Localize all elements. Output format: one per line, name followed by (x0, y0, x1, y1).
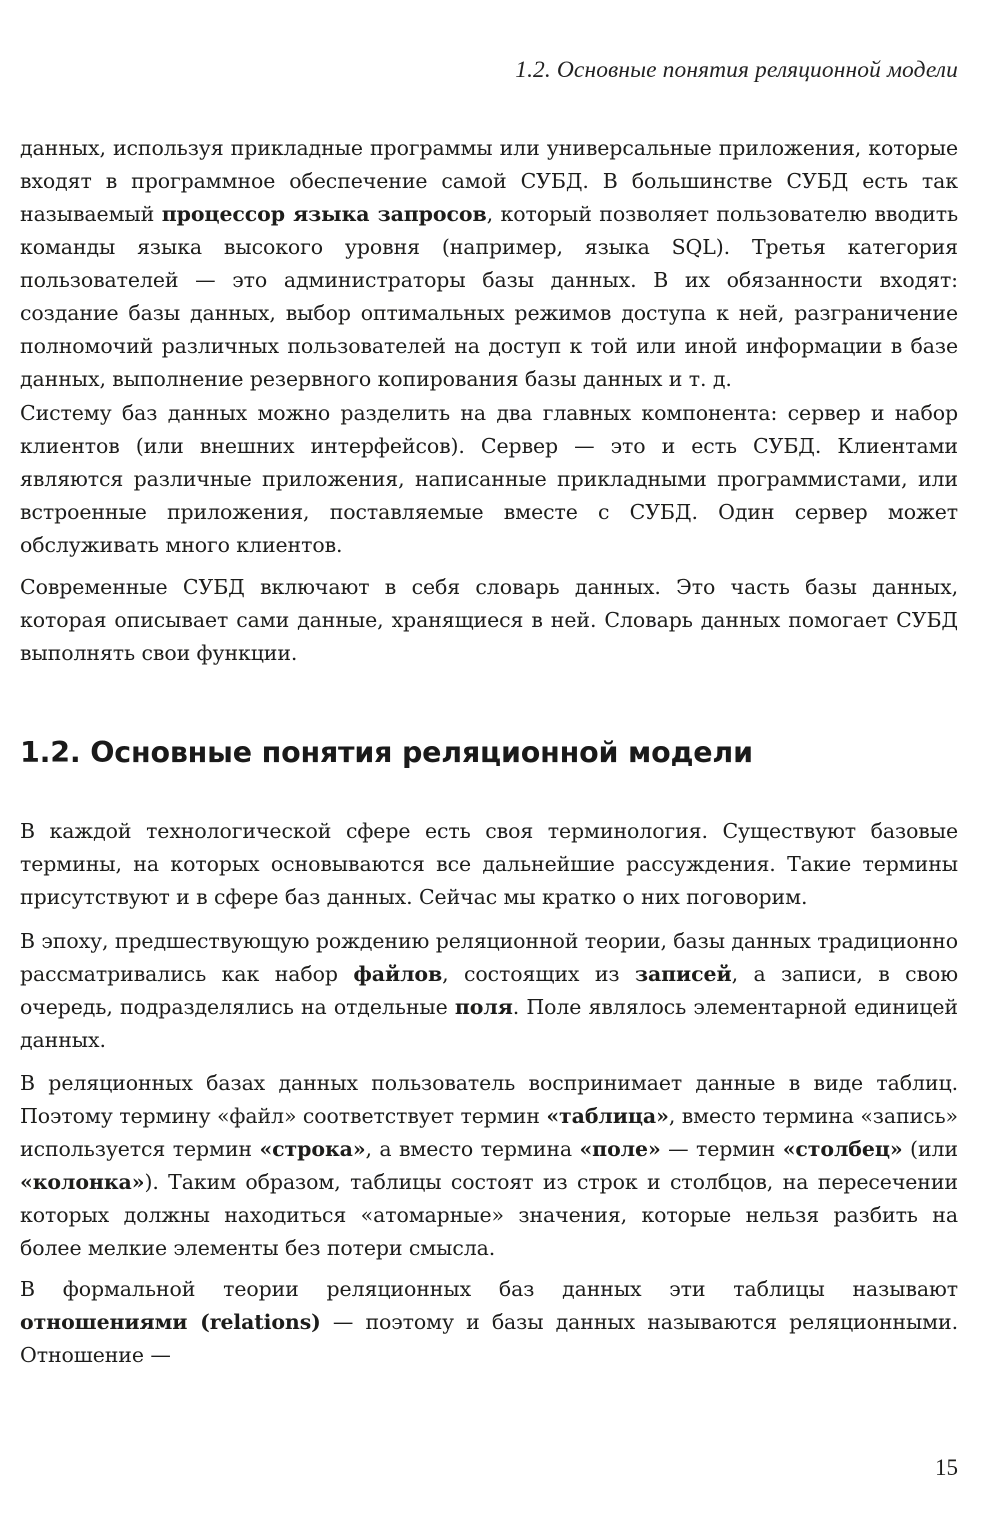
text-run: , состоящих из (442, 962, 635, 986)
text-block-terminology (20, 815, 958, 914)
bold-term: файлов (353, 962, 443, 986)
text-run: — термин (660, 1137, 783, 1161)
paragraph (20, 571, 958, 670)
bold-term: отношениями (relations) (20, 1310, 321, 1334)
text-run: Систему баз данных можно разделить на два главных компонента: сервер и набор клиентов (или внешних интерфейсов). Сервер — это и есть СУБД. Клиентами являются различные приложения, написанные прикладными программистами, или встроенные приложения, поставляемые вместе с СУБД. Один сервер может обслуживать много клиентов. (20, 401, 958, 557)
text-block-top (20, 132, 958, 396)
text-block-relations (20, 1273, 958, 1372)
paragraph (20, 1067, 958, 1265)
text-block-server (20, 397, 958, 562)
section-heading: 1.2. Основные понятия реляционной модели (20, 736, 753, 769)
text-block-dictionary (20, 571, 958, 670)
text-run: Современные СУБД включают в себя словарь данных. Это часть базы данных, которая описывает сами данные, хранящиеся в ней. Словарь данных помогает СУБД выполнять свои функции. (20, 575, 958, 665)
paragraph (20, 925, 958, 1057)
paragraph (20, 397, 958, 562)
paragraph (20, 1273, 958, 1372)
text-run: , а вместо термина (365, 1137, 580, 1161)
bold-term: поля (454, 995, 513, 1019)
text-run: (или (902, 1137, 958, 1161)
bold-term: «таблица» (546, 1104, 669, 1128)
text-block-epoch (20, 925, 958, 1057)
text-run: ). Таким образом, таблицы состоят из строк и столбцов, на пересечении которых должны находиться «атомарные» значения, которые нельзя разбить на более мелкие элементы без потери смысла. (20, 1170, 958, 1260)
bold-term: «поле» (579, 1137, 661, 1161)
text-run: , а записи, в свою очередь, подразделялись на отдельные (20, 962, 958, 1019)
page-number: 15 (935, 1455, 958, 1480)
bold-term: записей (634, 962, 732, 986)
text-run: В реляционных базах данных пользователь воспринимает данные в виде таблиц. Поэтому термину «файл» соответствует термин (20, 1071, 958, 1128)
running-header: 1.2. Основные понятия реляционной модели (515, 57, 958, 83)
text-run: — поэтому и базы данных называются реляционными. Отношение — (20, 1310, 958, 1367)
bold-term: процессор языка запросов (161, 202, 487, 226)
bold-term: «строка» (259, 1137, 366, 1161)
text-run: , вместо термина «запись» используется термин (20, 1104, 958, 1161)
text-block-relational (20, 1067, 958, 1265)
text-run: данных, используя прикладные программы или универсальные приложения, которые входят в программное обеспечение самой СУБД. В большинстве СУБД есть так называемый (20, 136, 958, 226)
text-run: В эпоху, предшествующую рождению реляционной теории, базы данных традиционно рассматривались как набор (20, 929, 958, 986)
paragraph (20, 815, 958, 914)
text-run: В каждой технологической сфере есть своя терминология. Существуют базовые термины, на которых основываются все дальнейшие рассуждения. Такие термины присутствуют и в сфере баз данных. Сейчас мы кратко о них поговорим. (20, 819, 958, 909)
paragraph (20, 132, 958, 396)
text-run: . Поле являлось элементарной единицей данных. (20, 995, 958, 1052)
text-run: В формальной теории реляционных баз данных эти таблицы называют (20, 1277, 958, 1301)
text-run: , который позволяет пользователю вводить команды языка высокого уровня (например, языка SQL). Третья категория пользователей — это администраторы базы данных. В их обязанности входят: создание базы данных, выбор оптимальных режимов доступа к ней, разграничение полномочий различных пользователей на доступ к той или иной информации в базе данных, выполнение резервного копирования базы данных и т. д. (20, 202, 959, 391)
bold-term: «колонка» (20, 1170, 145, 1194)
bold-term: «столбец» (782, 1137, 903, 1161)
